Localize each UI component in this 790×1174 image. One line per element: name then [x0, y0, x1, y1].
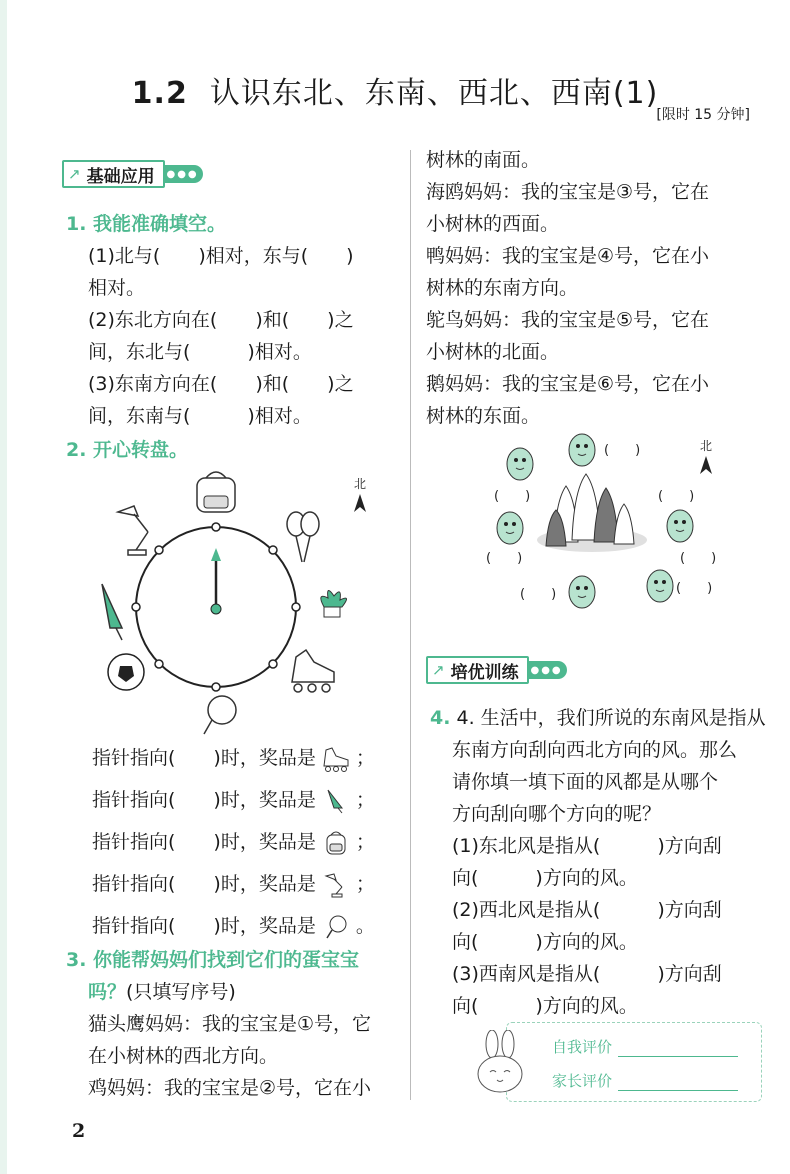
- egg-blank: ( ): [604, 443, 641, 458]
- q4-line: (3)西南风是指从( )方向刮: [452, 963, 722, 985]
- section-label: 基础应用: [86, 166, 155, 187]
- section-tag-advanced: [426, 656, 567, 684]
- dots-decoration: ●●●: [163, 165, 203, 183]
- prize-text: 指针指向( )时，奖品是: [92, 873, 316, 895]
- egg-icon: [497, 512, 523, 544]
- paddle-icon: [204, 696, 236, 734]
- prize-line: [92, 870, 375, 898]
- prize-end: ；: [355, 789, 375, 811]
- q3-line: 小树林的西面。: [426, 213, 560, 235]
- q3-note: (只填写序号): [126, 981, 236, 1003]
- soccer-ball-icon: [108, 654, 144, 690]
- prize-end: ；: [355, 873, 375, 895]
- egg-forest-diagram: [470, 430, 750, 620]
- pointer-tip-icon: [211, 548, 221, 561]
- parent-evaluation-label: 家长评价: [552, 1072, 613, 1090]
- egg-blank: ( ): [680, 551, 717, 566]
- q1-line: 间，东北与( )相对。: [88, 341, 312, 363]
- q3-line: 在小树林的西北方向。: [88, 1045, 279, 1067]
- q4-line: 向( )方向的风。: [452, 867, 638, 889]
- egg-icon: [647, 570, 673, 602]
- arrow-icon: ↗: [68, 165, 81, 183]
- prize-end: 。: [355, 915, 375, 937]
- page-number: 2: [72, 1120, 86, 1142]
- north-label: 北: [354, 477, 367, 491]
- rackets-icon: [287, 512, 319, 562]
- q1-line: 间，东南与( )相对。: [88, 405, 312, 427]
- prize-line: [92, 744, 375, 772]
- q3-line: 小树林的北面。: [426, 341, 560, 363]
- pointer-pivot: [211, 604, 221, 614]
- egg-blank: ( ): [676, 581, 713, 596]
- paddle-icon: [322, 914, 350, 940]
- egg-blank: ( ): [658, 489, 695, 504]
- egg-icon: [667, 510, 693, 542]
- q3-title-line2: [88, 978, 236, 1006]
- q4-line: 东南方向刮向西北方向的风。那么: [452, 739, 738, 761]
- q3-title-end: 吗？: [88, 981, 127, 1003]
- q4-line: 向( )方向的风。: [452, 931, 638, 953]
- roller-skate-icon: [292, 650, 334, 692]
- q3-line: 鸡妈妈：我的宝宝是②号，它在小: [88, 1077, 372, 1099]
- q3-line: 树林的南面。: [426, 149, 541, 171]
- self-evaluation: [552, 1036, 738, 1057]
- q3-line: 鸭妈妈：我的宝宝是④号，它在小: [426, 245, 710, 267]
- page-edge-bar: [0, 0, 7, 1174]
- q3-line: 猫头鹰妈妈：我的宝宝是①号，它: [88, 1013, 372, 1035]
- question-2-title: 2. 开心转盘。: [66, 439, 189, 461]
- egg-icon: [507, 448, 533, 480]
- self-evaluation-field[interactable]: [618, 1042, 738, 1057]
- q1-line: (1)北与( )相对，东与( ): [88, 245, 354, 267]
- question-3-title: 3. 你能帮妈妈们找到它们的蛋宝宝: [66, 949, 360, 971]
- lesson-title: 认识东北、东南、西北、西南(1): [209, 76, 659, 111]
- q4-line: 向( )方向的风。: [452, 995, 638, 1017]
- backpack-icon: [322, 830, 350, 856]
- q4-line: 请你填一填下面的风都是从哪个: [452, 771, 719, 793]
- prize-end: ；: [355, 831, 375, 853]
- umbrella-icon: [102, 584, 122, 640]
- q3-line: 树林的东南方向。: [426, 277, 579, 299]
- q3-line: 鸵鸟妈妈：我的宝宝是⑤号，它在: [426, 309, 710, 331]
- question-1-title: 1. 我能准确填空。: [66, 213, 227, 235]
- lesson-number: 1.2: [131, 76, 188, 111]
- time-limit: [限时 15 分钟]: [656, 107, 750, 123]
- north-arrow-icon: [700, 456, 712, 474]
- prize-text: 指针指向( )时，奖品是: [92, 831, 316, 853]
- q1-line: 相对。: [88, 277, 146, 299]
- q4-line: [430, 704, 766, 732]
- parent-evaluation-field[interactable]: [618, 1076, 738, 1091]
- q4-line: (2)西北风是指从( )方向刮: [452, 899, 722, 921]
- prize-line: [92, 828, 375, 856]
- section-label: 培优训练: [450, 662, 519, 683]
- egg-icon: [569, 434, 595, 466]
- q4-line: 方向刮向哪个方向的呢？: [452, 803, 662, 825]
- question-4-number: 4.: [430, 707, 451, 729]
- prize-line: [92, 786, 375, 814]
- egg-icon: [569, 576, 595, 608]
- umbrella-icon: [322, 788, 350, 814]
- north-label: 北: [700, 439, 713, 453]
- spinner-diagram: [96, 462, 396, 742]
- q1-line: (2)东北方向在( )和( )之: [88, 309, 354, 331]
- section-tag-basic: [62, 160, 203, 188]
- q1-line: (3)东南方向在( )和( )之: [88, 373, 354, 395]
- q3-line: 鹅妈妈：我的宝宝是⑥号，它在小: [426, 373, 710, 395]
- north-arrow-icon: [354, 494, 366, 512]
- prize-text: 指针指向( )时，奖品是: [92, 789, 316, 811]
- q4-text: 4. 生活中，我们所说的东南风是指从: [456, 707, 766, 729]
- egg-blank: ( ): [494, 489, 531, 504]
- rabbit-icon: [470, 1030, 530, 1100]
- column-divider: [410, 150, 411, 1100]
- prize-end: ；: [355, 747, 375, 769]
- desk-lamp-icon: [322, 872, 350, 898]
- forest-icon: [537, 474, 647, 552]
- prize-text: 指针指向( )时，奖品是: [92, 915, 316, 937]
- egg-blank: ( ): [486, 551, 523, 566]
- prize-line: [92, 912, 375, 940]
- q3-line: 树林的东面。: [426, 405, 541, 427]
- desk-lamp-icon: [118, 506, 148, 555]
- backpack-icon: [197, 472, 235, 512]
- egg-blank: ( ): [520, 587, 557, 602]
- q3-line: 海鸥妈妈：我的宝宝是③号，它在: [426, 181, 710, 203]
- parent-evaluation: [552, 1070, 738, 1091]
- arrow-icon: ↗: [432, 661, 445, 679]
- dots-decoration: ●●●: [527, 661, 567, 679]
- self-evaluation-label: 自我评价: [552, 1038, 613, 1056]
- q4-line: (1)东北风是指从( )方向刮: [452, 835, 722, 857]
- plant-icon: [321, 590, 347, 617]
- roller-skate-icon: [322, 746, 350, 772]
- prize-text: 指针指向( )时，奖品是: [92, 747, 316, 769]
